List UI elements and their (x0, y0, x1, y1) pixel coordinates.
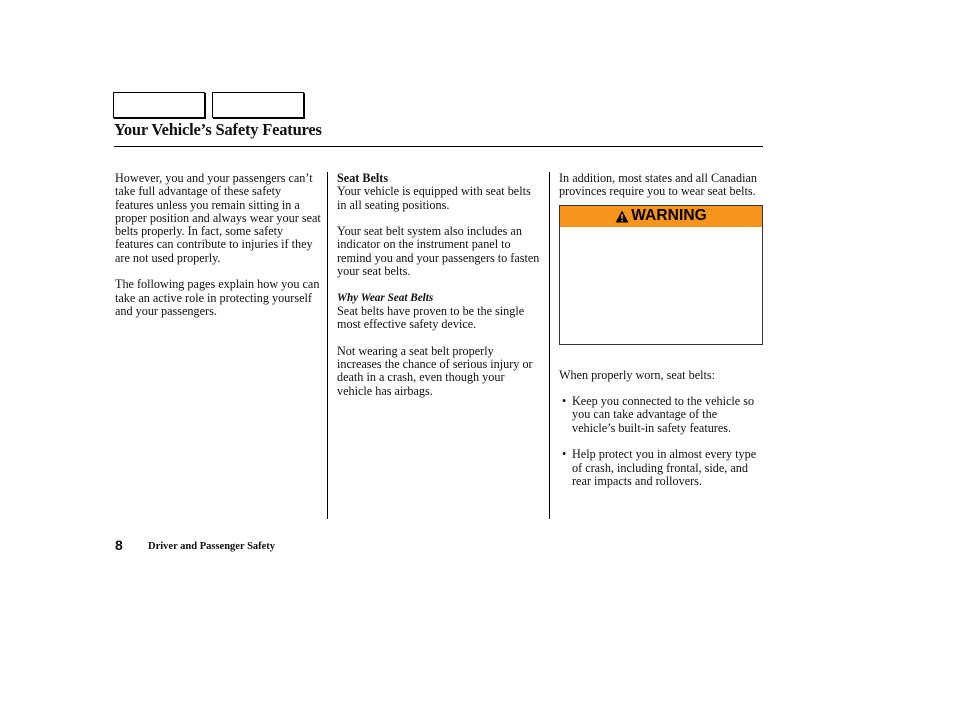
bullet-icon: • (562, 394, 567, 409)
list-item-text: Keep you connected to the vehicle so you can take advantage of the vehicle’s built-in safety features. (572, 394, 755, 435)
section-name: Driver and Passenger Safety (148, 541, 276, 552)
effective-device-paragraph: Seat belts have proven to be the single most effective safety device. (337, 303, 525, 332)
title-divider (114, 146, 763, 147)
column-middle (337, 172, 541, 411)
previous-page-button[interactable] (113, 92, 205, 118)
why-wear-subheading: Why Wear Seat Belts (337, 291, 434, 304)
indicator-paragraph: Your seat belt system also includes an indicator on the instrument panel to remind you and your passengers to fasten your seat belts. (337, 224, 540, 279)
column-right (559, 172, 763, 502)
intro-paragraph: However, you and your passengers can’t take full advantage of these safety features unless you remain sitting in a proper position and always wear your seat belts properly. In fact, some safety features can contribute to injuries if they are not used properly. (115, 171, 321, 265)
laws-paragraph: In addition, most states and all Canadian provinces require you to wear seat belts. (559, 171, 758, 199)
page-number: 8 (115, 537, 123, 553)
explanation-paragraph: The following pages explain how you can take an active role in protecting yourself and your passengers. (115, 277, 320, 318)
list-item-text: Help protect you in almost every type of crash, including frontal, side, and rear impacts and rollovers. (572, 447, 757, 488)
list-item (559, 448, 763, 488)
column-divider-1 (327, 172, 328, 519)
column-left (115, 172, 321, 332)
column-divider-2 (549, 172, 550, 519)
page-title: Your Vehicle’s Safety Features (114, 120, 322, 139)
next-page-button[interactable] (212, 92, 304, 118)
warning-label: WARNING (631, 207, 707, 225)
properly-worn-lead: When properly worn, seat belts: (559, 367, 716, 382)
seat-belts-paragraph: Your vehicle is equipped with seat belts in all seating positions. (337, 184, 531, 212)
warning-header (560, 206, 762, 227)
benefits-list (559, 395, 763, 488)
warning-triangle-icon (615, 210, 629, 223)
list-item (559, 395, 763, 435)
airbags-paragraph: Not wearing a seat belt properly increases the chance of serious injury or death in a crash, even though your vehicle has airbags. (337, 343, 533, 398)
seat-belts-heading: Seat Belts (337, 171, 389, 185)
bullet-icon: • (562, 447, 567, 462)
warning-box (559, 205, 763, 345)
